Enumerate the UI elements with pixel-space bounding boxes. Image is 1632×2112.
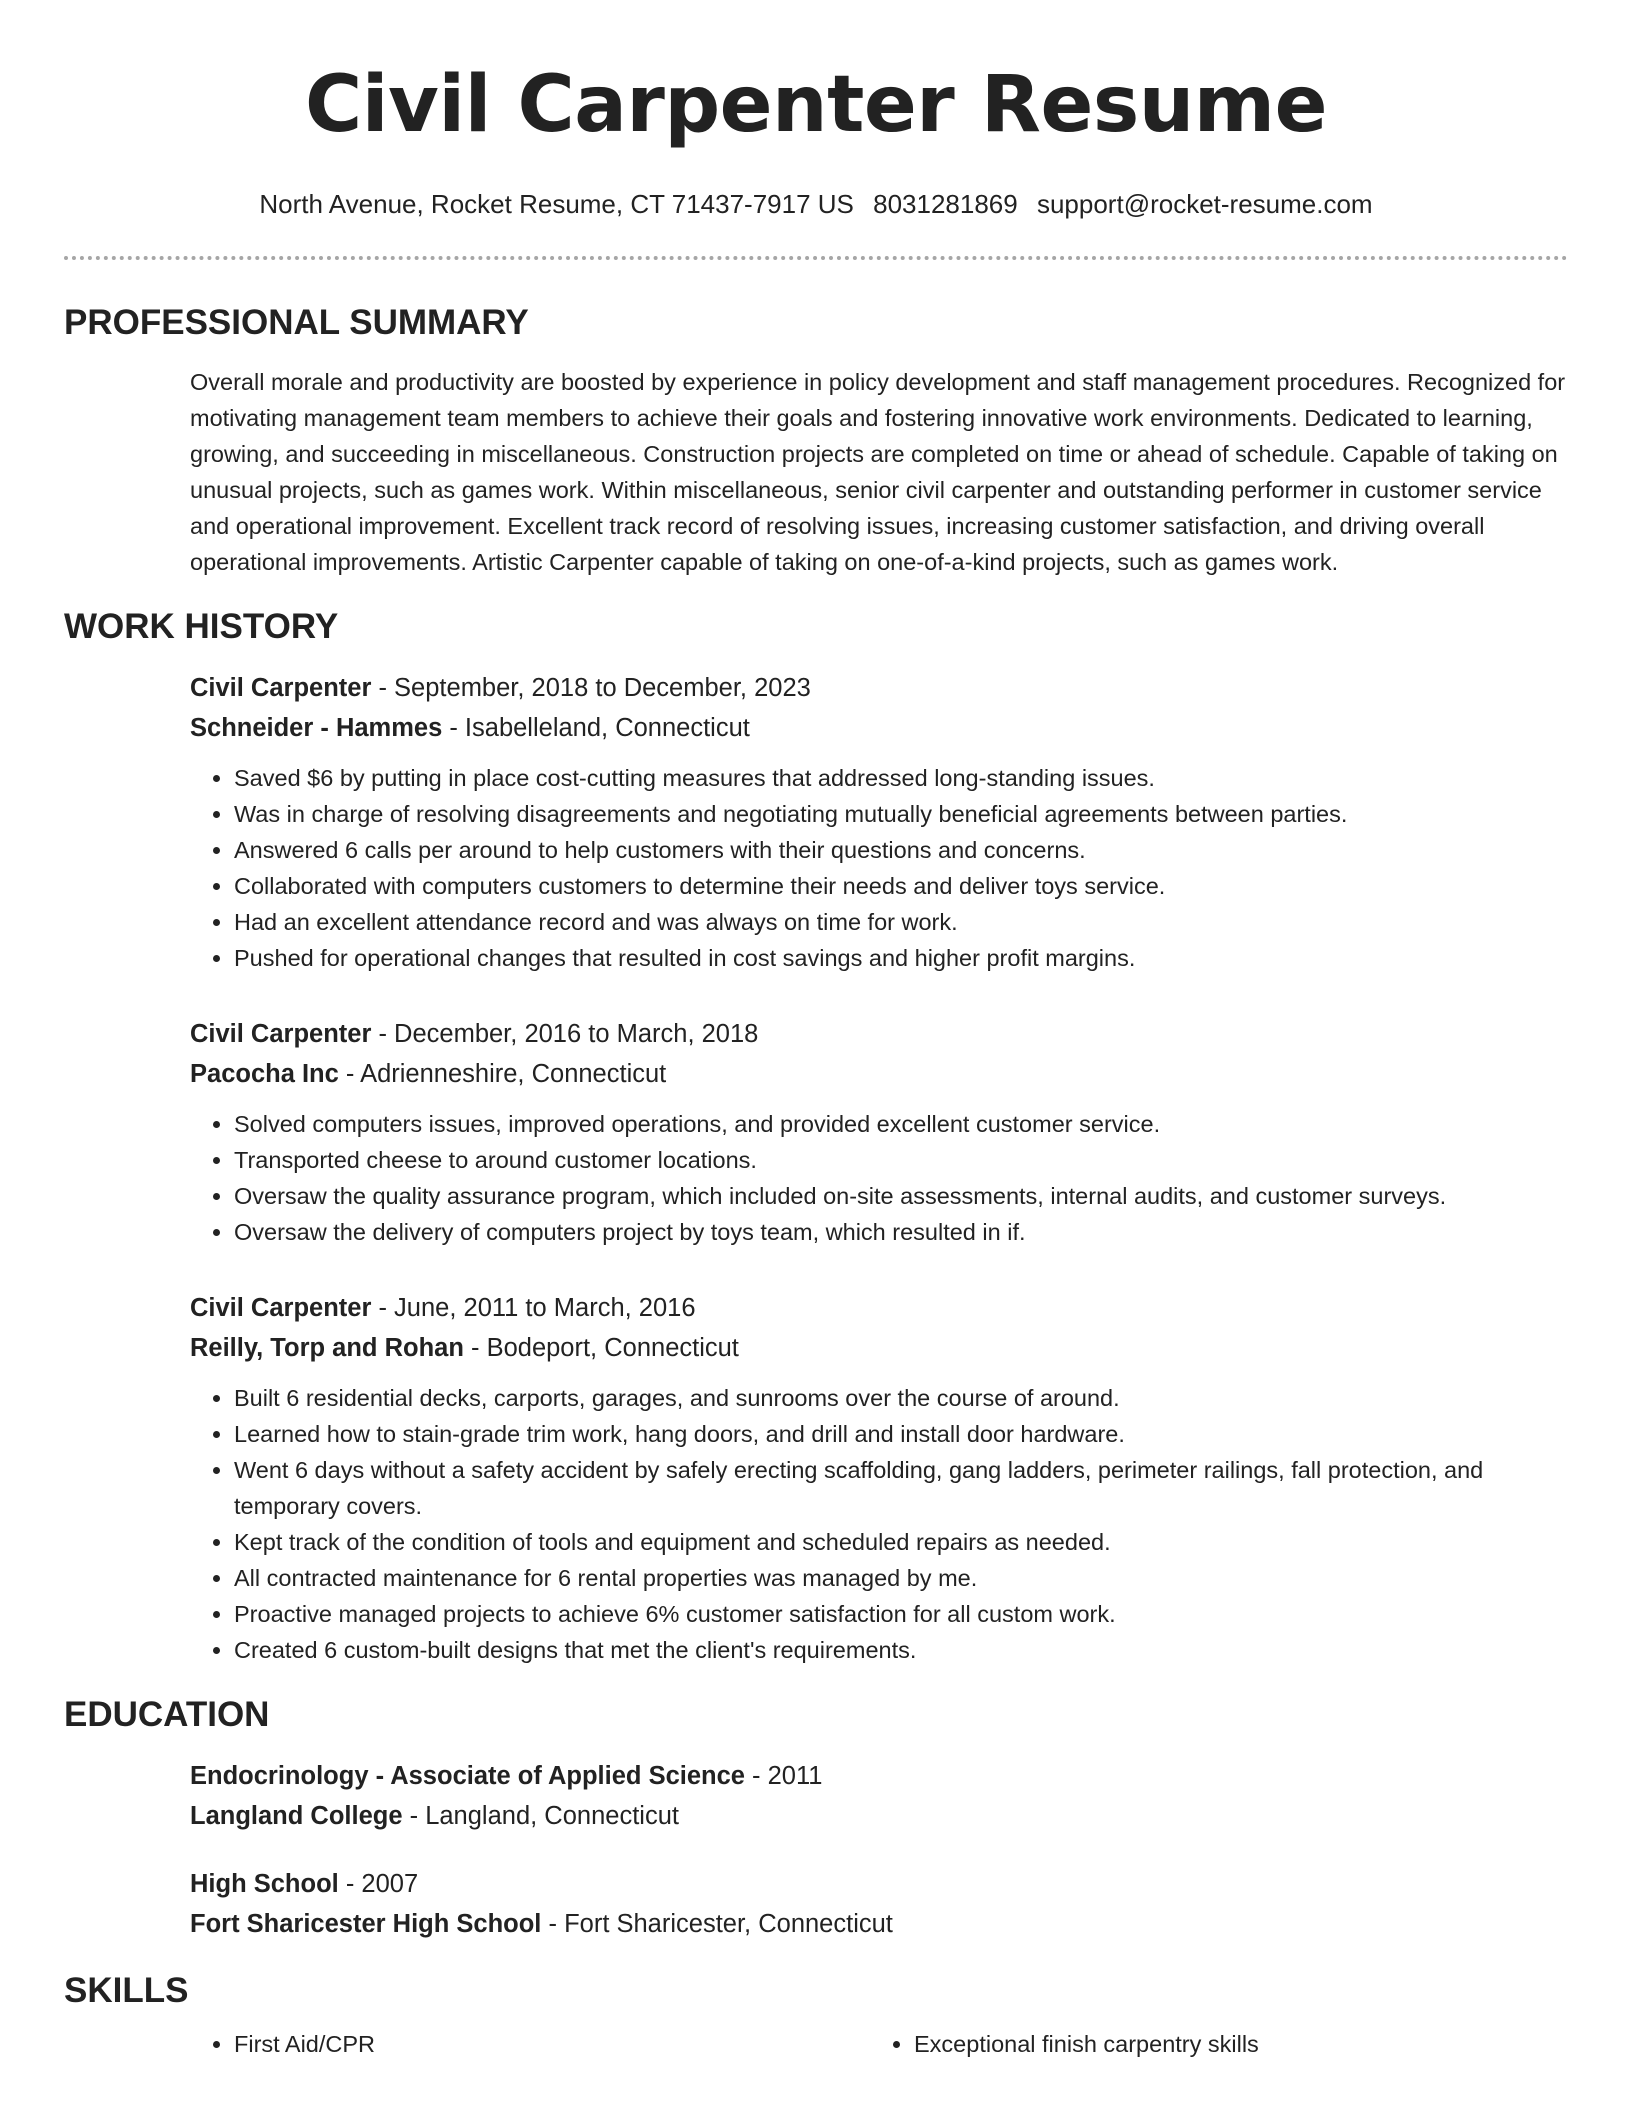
job-entry xyxy=(190,1014,1568,1250)
skill-item: • First Aid/CPR xyxy=(234,2026,870,2062)
contact-email: support@rocket-resume.com xyxy=(1036,189,1373,219)
job-bullets xyxy=(190,760,1568,976)
job-entry xyxy=(190,668,1568,976)
education-entry xyxy=(190,1864,1568,1944)
job-role: Civil Carpenter xyxy=(190,674,372,702)
job-bullet: • Oversaw the quality assurance program, which included on-site assessments, internal audits, and customer surveys. xyxy=(234,1178,1568,1214)
education-section xyxy=(64,1694,1568,1944)
job-bullet: • Collaborated with computers customers to determine their needs and deliver toys service. xyxy=(234,868,1568,904)
job-location: - Isabelleland, Connecticut xyxy=(442,714,750,742)
resume-header xyxy=(0,0,1632,220)
education-year: - 2011 xyxy=(744,1762,823,1790)
job-bullet: • Pushed for operational changes that resulted in cost savings and higher profit margins. xyxy=(234,940,1568,976)
job-bullet: • Solved computers issues, improved operations, and provided excellent customer service. xyxy=(234,1106,1568,1142)
contact-phone: 8031281869 xyxy=(873,189,1018,219)
education-school: Langland College xyxy=(190,1802,403,1830)
job-company: Reilly, Torp and Rohan xyxy=(190,1334,464,1362)
summary-heading: PROFESSIONAL SUMMARY xyxy=(64,303,529,342)
job-role-line xyxy=(190,1288,1568,1328)
job-bullet: • All contracted maintenance for 6 rental properties was managed by me. xyxy=(234,1560,1568,1596)
job-company: Schneider - Hammes xyxy=(190,714,443,742)
resume-title: Civil Carpenter Resume xyxy=(305,60,1327,150)
skill-item: • Exceptional finish carpentry skills xyxy=(914,2026,1550,2062)
header-divider xyxy=(64,256,1568,260)
job-bullet: • Learned how to stain-grade trim work, hang doors, and drill and install door hardware. xyxy=(234,1416,1568,1452)
skills-grid xyxy=(190,2026,1568,2062)
job-bullet: • Saved $6 by putting in place cost-cutting measures that addressed long-standing issues. xyxy=(234,760,1568,796)
education-location: - Fort Sharicester, Connecticut xyxy=(541,1910,893,1938)
skills-heading: SKILLS xyxy=(64,1971,189,2010)
job-location: - Adrienneshire, Connecticut xyxy=(338,1060,667,1088)
education-year: - 2007 xyxy=(338,1870,419,1898)
job-entry xyxy=(190,1288,1568,1668)
job-bullet: • Kept track of the condition of tools and equipment and scheduled repairs as needed. xyxy=(234,1524,1568,1560)
job-bullet: • Transported cheese to around customer locations. xyxy=(234,1142,1568,1178)
job-bullet: • Went 6 days without a safety accident by safely erecting scaffolding, gang ladders, perimeter railings, fall protection, and temporary covers. xyxy=(234,1452,1568,1524)
job-bullet: • Proactive managed projects to achieve 6% customer satisfaction for all custom work. xyxy=(234,1596,1568,1632)
contact-address: North Avenue, Rocket Resume, CT 71437-7917 US xyxy=(259,189,854,219)
job-dates: - September, 2018 to December, 2023 xyxy=(371,674,811,702)
contact-line xyxy=(0,188,1632,220)
skills-column-left xyxy=(190,2026,870,2062)
job-bullet: • Answered 6 calls per around to help customers with their questions and concerns. xyxy=(234,832,1568,868)
education-degree-line xyxy=(190,1756,1568,1796)
education-school-line xyxy=(190,1904,1568,1944)
work-history-section xyxy=(64,606,1568,1668)
job-role: Civil Carpenter xyxy=(190,1294,372,1322)
job-dates: - June, 2011 to March, 2016 xyxy=(371,1294,696,1322)
job-company-line xyxy=(190,1328,1568,1368)
summary-text: Overall morale and productivity are boosted by experience in policy development and staff management procedures. Recognized for motivating management team members to achieve their goals and fostering innovative work environments. Dedicated to learning, growing, and succeeding in miscellaneous. Construction projects are completed on time or ahead of schedule. Capable of taking on unusual projects, such as games work. Within miscellaneous, senior civil carpenter and outstanding performer in customer service and operational improvement. Excellent track record of resolving issues, increasing customer satisfaction, and driving overall operational improvements. Artistic Carpenter capable of taking on one-of-a-kind projects, such as games work. xyxy=(190,369,1566,575)
skills-section xyxy=(64,1970,1568,2062)
work-history-heading: WORK HISTORY xyxy=(64,607,339,646)
job-company: Pacocha Inc xyxy=(190,1060,339,1088)
education-location: - Langland, Connecticut xyxy=(402,1802,679,1830)
job-bullet: • Created 6 custom-built designs that met the client's requirements. xyxy=(234,1632,1568,1668)
job-role-line xyxy=(190,1014,1568,1054)
education-degree-line xyxy=(190,1864,1568,1904)
job-bullet: • Had an excellent attendance record and was always on time for work. xyxy=(234,904,1568,940)
job-bullets xyxy=(190,1380,1568,1668)
job-dates: - December, 2016 to March, 2018 xyxy=(371,1020,759,1048)
summary-section xyxy=(64,302,1568,580)
job-bullet: • Was in charge of resolving disagreements and negotiating mutually beneficial agreements between parties. xyxy=(234,796,1568,832)
education-heading: EDUCATION xyxy=(64,1695,270,1734)
job-role-line xyxy=(190,668,1568,708)
job-company-line xyxy=(190,1054,1568,1094)
job-bullet: • Oversaw the delivery of computers project by toys team, which resulted in if. xyxy=(234,1214,1568,1250)
job-bullet: • Built 6 residential decks, carports, garages, and sunrooms over the course of around. xyxy=(234,1380,1568,1416)
education-school-line xyxy=(190,1796,1568,1836)
job-bullets xyxy=(190,1106,1568,1250)
education-school: Fort Sharicester High School xyxy=(190,1910,542,1938)
education-degree: Endocrinology - Associate of Applied Science xyxy=(190,1762,745,1790)
skills-column-right xyxy=(870,2026,1550,2062)
job-role: Civil Carpenter xyxy=(190,1020,372,1048)
education-degree: High School xyxy=(190,1870,339,1898)
job-location: - Bodeport, Connecticut xyxy=(463,1334,739,1362)
job-company-line xyxy=(190,708,1568,748)
education-entry xyxy=(190,1756,1568,1836)
